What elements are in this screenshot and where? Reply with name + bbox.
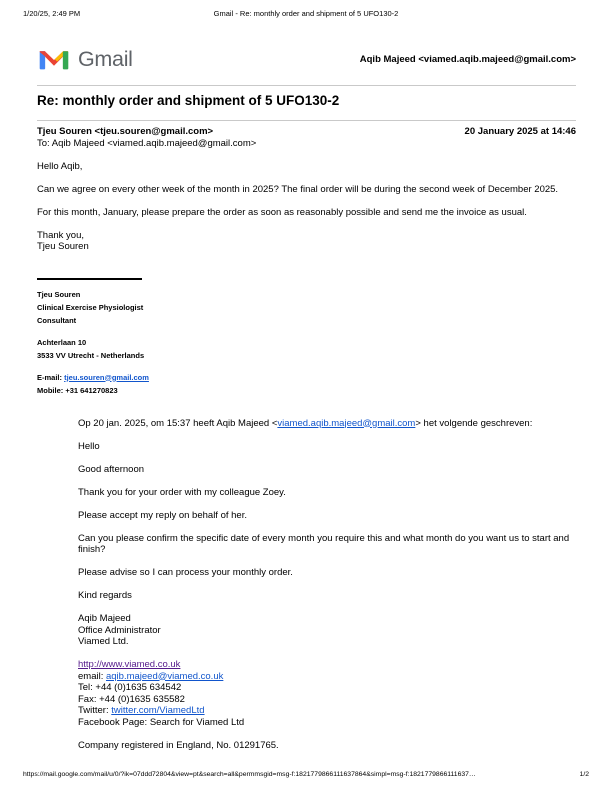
divider bbox=[37, 120, 576, 121]
quoted-message bbox=[78, 418, 576, 752]
email-label: E-mail: bbox=[37, 372, 65, 382]
print-doc-title: Gmail - Re: monthly order and shipment of 5 UFO130-2 bbox=[213, 9, 399, 18]
quoted-paragraph: Thank you for your order with my colleague Zoey. bbox=[78, 486, 286, 498]
gmail-m-icon bbox=[37, 46, 71, 72]
closing-line-2: Tjeu Souren bbox=[37, 241, 89, 252]
gmail-wordmark: Gmail bbox=[78, 46, 133, 71]
browser-print-header bbox=[23, 9, 589, 18]
gmail-header bbox=[37, 44, 576, 74]
divider bbox=[37, 85, 576, 86]
gmail-logo bbox=[37, 46, 133, 72]
quoted-signature-company: Viamed Ltd. bbox=[78, 636, 129, 647]
quoted-paragraph: Hello bbox=[78, 440, 100, 452]
recipient-line: To: Aqib Majeed <viamed.aqib.majeed@gmail.com> bbox=[37, 137, 257, 149]
signature-email-line bbox=[37, 371, 576, 384]
closing-line-1: Thank you, bbox=[37, 229, 84, 241]
signature-divider bbox=[37, 278, 142, 280]
body-paragraph: For this month, January, please prepare the order as soon as reasonably possible and send me the invoice as usual. bbox=[37, 206, 527, 218]
signature-mobile-line: Mobile: +31 641270823 bbox=[37, 385, 118, 395]
twitter-label: Twitter: bbox=[78, 705, 112, 716]
message-date: 20 January 2025 at 14:46 bbox=[464, 126, 576, 137]
twitter-link[interactable]: twitter.com/ViamedLtd bbox=[111, 705, 205, 716]
quoted-signature-name: Aqib Majeed bbox=[78, 613, 131, 624]
sender-email-link[interactable]: tjeu.souren@gmail.com bbox=[64, 372, 149, 382]
quoted-email-link[interactable]: aqib.majeed@viamed.co.uk bbox=[105, 670, 224, 682]
quote-intro bbox=[78, 418, 576, 430]
signature-address-2: 3533 VV Utrecht - Netherlands bbox=[37, 350, 145, 360]
signature-role: Consultant bbox=[37, 315, 77, 325]
website-link[interactable]: http://www.viamed.co.uk bbox=[78, 659, 181, 670]
quoted-paragraph: Can you please confirm the specific date of every month you require this and what month do you want us to start and finish? bbox=[78, 532, 570, 555]
message-header bbox=[37, 126, 576, 149]
facebook-line: Facebook Page: Search for Viamed Ltd bbox=[78, 716, 245, 728]
quoted-paragraph: Good afternoon bbox=[78, 463, 145, 475]
sender-line: Tjeu Souren <tjeu.souren@gmail.com> bbox=[37, 126, 214, 137]
footer-url: https://mail.google.com/mail/u/0/?ik=07ddd72804&view=pt&search=all&permmsgid=msg-f:1821779866111637864&simpl=msg-f:1821779866111637… bbox=[23, 771, 476, 778]
closing-paragraph bbox=[37, 230, 576, 253]
signature-title: Clinical Exercise Physiologist bbox=[37, 302, 144, 312]
quoted-signature-title: Office Administrator bbox=[78, 624, 161, 636]
sender-signature bbox=[37, 288, 576, 397]
account-identity: Aqib Majeed <viamed.aqib.majeed@gmail.com> bbox=[359, 53, 576, 65]
fax-line: Fax: +44 (0)1635 635582 bbox=[78, 693, 185, 705]
company-registration-line: Company registered in England, No. 01291765. bbox=[78, 739, 279, 751]
quoted-contact-block bbox=[78, 659, 576, 728]
signature-address-1: Achterlaan 10 bbox=[37, 337, 87, 347]
footer-page-number: 1/2 bbox=[579, 771, 589, 778]
print-timestamp: 1/20/25, 2:49 PM bbox=[23, 9, 81, 18]
quote-intro-after: > het volgende geschreven: bbox=[415, 417, 533, 429]
email-label: email: bbox=[78, 670, 106, 682]
greeting-paragraph: Hello Aqib, bbox=[37, 160, 83, 172]
body-paragraph: Can we agree on every other week of the month in 2025? The final order will be during the second week of December 2025. bbox=[37, 183, 559, 195]
quoted-signature-block bbox=[78, 613, 576, 648]
quoted-paragraph: Please advise so I can process your monthly order. bbox=[78, 567, 293, 578]
quoted-email-line bbox=[78, 671, 576, 683]
quoted-paragraph: Please accept my reply on behalf of her. bbox=[78, 509, 247, 521]
tel-line: Tel: +44 (0)1635 634542 bbox=[78, 682, 182, 693]
quote-intro-before: Op 20 jan. 2025, om 15:37 heeft Aqib Majeed < bbox=[78, 417, 278, 429]
quoted-sender-email-link[interactable]: viamed.aqib.majeed@gmail.com bbox=[277, 417, 416, 429]
message-body bbox=[37, 161, 576, 253]
quoted-paragraph: Kind regards bbox=[78, 590, 132, 601]
browser-print-footer bbox=[23, 771, 589, 778]
signature-name: Tjeu Souren bbox=[37, 289, 81, 299]
email-subject: Re: monthly order and shipment of 5 UFO130-2 bbox=[37, 93, 340, 108]
twitter-line bbox=[78, 705, 576, 717]
